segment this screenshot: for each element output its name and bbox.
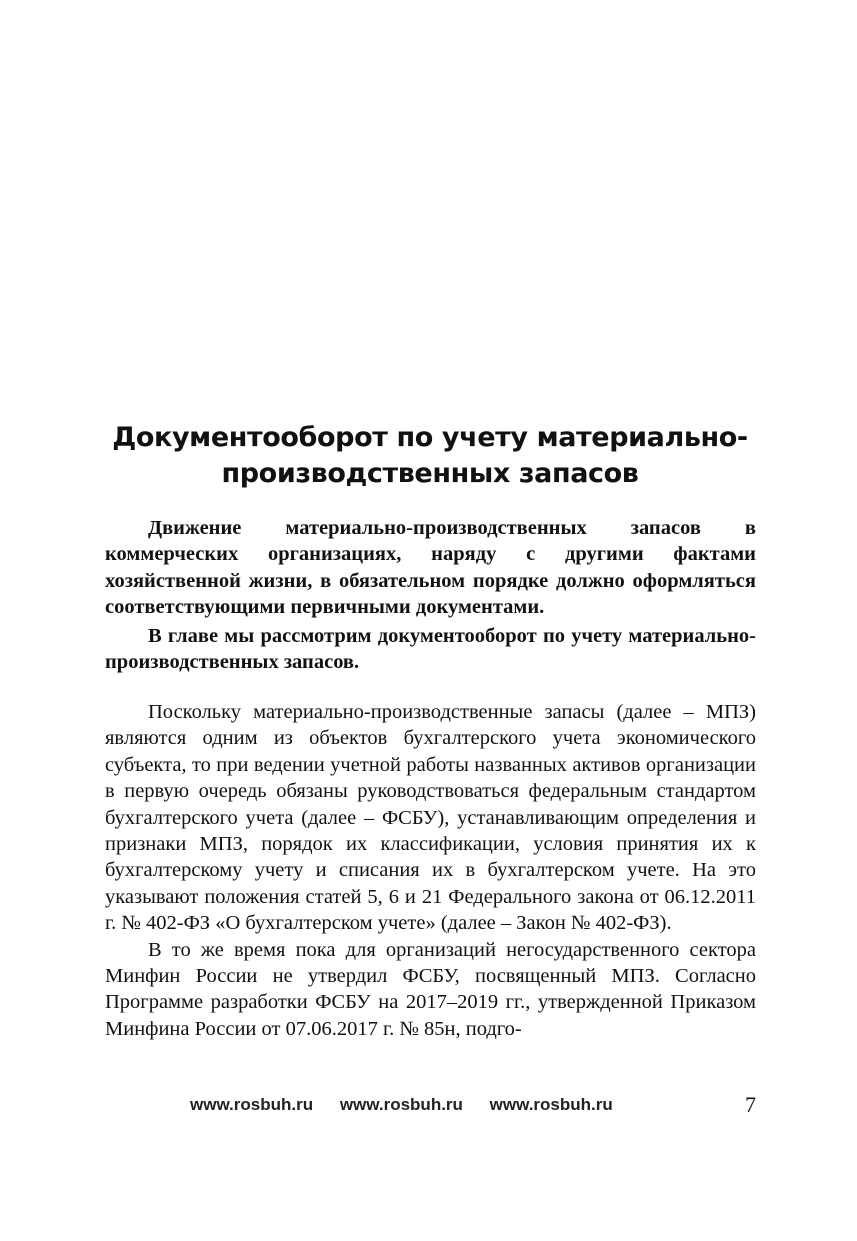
main-text [105, 699, 756, 1042]
body-paragraph: Поскольку материально-производственные запасы (далее – МПЗ) являются одним из объектов бухгалтерского учета экономического субъекта, то при ведении учетной работы названных активов организации в первую очередь обязаны руководствоваться федеральным стандартом бухгалтерского учета (далее – ФСБУ), устанавливающим определения и признаки МПЗ, порядок их классификации, условия принятия их к бухгалтерскому учету и списания их в бухгалтерском учете. На это указывают положения статей 5, 6 и 21 Федерального закона от 06.12.2011 г. № 402-ФЗ «О бухгалтерском учете» (далее – Закон № 402-ФЗ). [105, 701, 756, 935]
footer-links [190, 1090, 635, 1120]
chapter-lead [105, 515, 756, 675]
page-number: 7 [745, 1092, 756, 1117]
chapter-title: Документооборот по учету материально-производственных запасов [112, 422, 748, 489]
body-paragraph: В то же время пока для организаций негосударственного сектора Минфин России не утвердил ФСБУ, посвященный МПЗ. Согласно Программе разработки ФСБУ на 2017–2019 гг., утвержденной Приказом Минфина России от 07.06.2017 г. № 85н, подго- [105, 938, 756, 1040]
lead-paragraph: В главе мы рассмотрим документооборот по учету материально-производственных запасов. [105, 624, 756, 674]
footer-link[interactable]: www.rosbuh.ru [489, 1095, 613, 1114]
lead-paragraph: Движение материально-производственных запасов в коммерческих организациях, наряду с другими фактами хозяйственной жизни, в обязательном порядке должно оформляться соответствующими первичными документами. [105, 517, 756, 619]
footer-link[interactable]: www.rosbuh.ru [190, 1095, 314, 1114]
page-footer [105, 1090, 756, 1120]
footer-link[interactable]: www.rosbuh.ru [339, 1095, 463, 1114]
